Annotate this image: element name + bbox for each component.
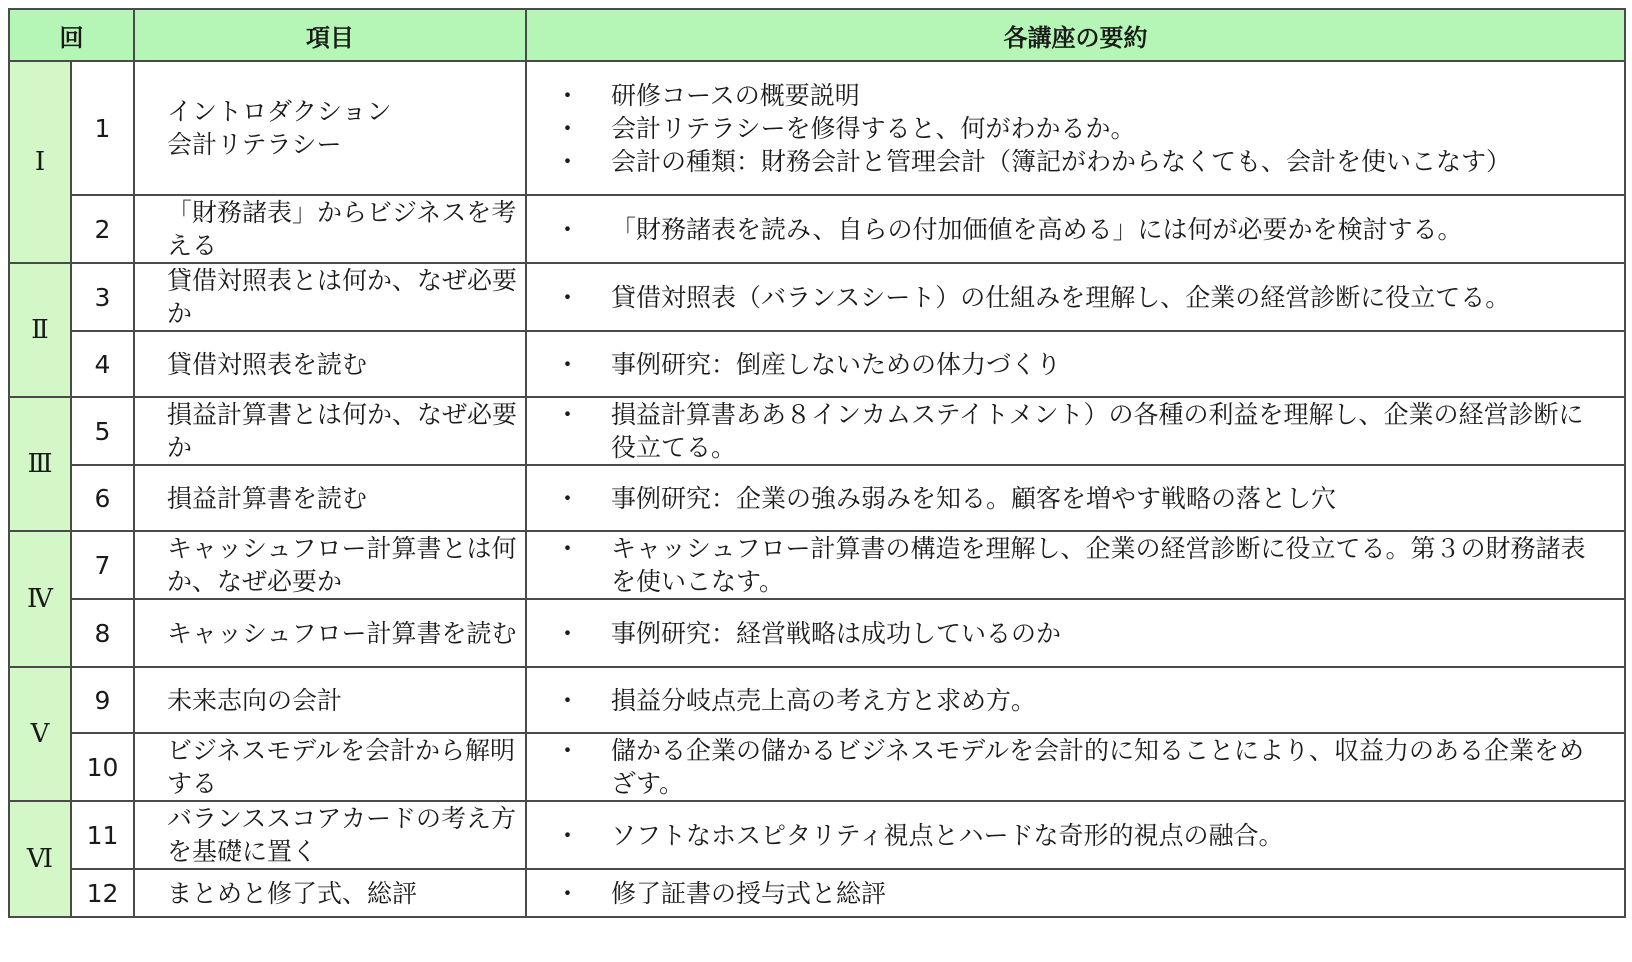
topic-cell xyxy=(134,599,526,667)
session-number-cell: 11 xyxy=(71,801,134,869)
summary-text: 損益計算書ああ８インカムステイトメント）の各種の利益を理解し、企業の経営診断に役立てる。 xyxy=(611,400,1584,462)
round-roman-cell: Ⅱ xyxy=(9,263,71,397)
table-row xyxy=(9,465,1625,531)
round-roman-cell: Ⅰ xyxy=(9,61,71,263)
topic-line: 貸借対照表を読む xyxy=(167,349,368,379)
bullet-icon: ・ xyxy=(555,349,581,379)
summary-cell xyxy=(526,599,1625,667)
topic-line: 「財務諸表」からビジネスを考える xyxy=(167,198,517,260)
summary-cell xyxy=(526,733,1625,801)
table-row xyxy=(9,801,1625,869)
summary-cell xyxy=(526,195,1625,263)
summary-text: 事例研究：倒産しないための体力づくり xyxy=(611,349,1062,379)
session-number-cell: 8 xyxy=(71,599,134,667)
bullet-icon: ・ xyxy=(555,878,581,908)
summary-text: ソフトなホスピタリティ視点とハードな奇形的視点の融合。 xyxy=(611,820,1284,850)
summary-cell xyxy=(526,869,1625,917)
summary-item xyxy=(555,281,1604,314)
topic-line: イントロダクション xyxy=(167,97,392,126)
summary-item xyxy=(555,348,1604,381)
topic-line: キャッシュフロー計算書とは何か、なぜ必要か xyxy=(167,534,517,596)
summary-item xyxy=(555,213,1604,246)
summary-cell xyxy=(526,61,1625,195)
bullet-icon: ・ xyxy=(555,146,581,176)
table-header-row xyxy=(9,9,1625,61)
topic-cell xyxy=(134,667,526,733)
topic-line: 貸借対照表とは何か、なぜ必要か xyxy=(167,266,518,328)
session-number-cell: 3 xyxy=(71,263,134,331)
summary-text: 会計リテラシーを修得すると、何がわかるか。 xyxy=(611,113,1136,143)
summary-item xyxy=(555,145,1604,178)
course-table xyxy=(8,8,1626,918)
round-roman-cell: Ⅵ xyxy=(9,801,71,917)
summary-text: 「財務諸表を読み、自らの付加価値を高める」には何が必要かを検討する。 xyxy=(611,214,1463,244)
topic-cell xyxy=(134,397,526,465)
table-row xyxy=(9,331,1625,397)
bullet-icon: ・ xyxy=(555,534,581,563)
summary-text: 儲かる企業の儲かるビジネスモデルを会計的に知ることにより、収益力のある企業をめざす。 xyxy=(611,736,1585,798)
bullet-icon: ・ xyxy=(555,80,581,110)
session-number-cell: 12 xyxy=(71,869,134,917)
topic-line: 会計リテラシー xyxy=(167,130,342,159)
topic-line: キャッシュフロー計算書を読む xyxy=(167,618,517,648)
bullet-icon: ・ xyxy=(555,214,581,244)
summary-item xyxy=(555,398,1604,464)
summary-item xyxy=(555,79,1604,112)
summary-item xyxy=(555,532,1604,598)
summary-text: キャッシュフロー計算書の構造を理解し、企業の経営診断に役立てる。第３の財務諸表を使いこなす。 xyxy=(611,534,1586,596)
session-number-cell: 5 xyxy=(71,397,134,465)
topic-line: ビジネスモデルを会計から解明する xyxy=(167,736,516,798)
summary-text: 会計の種類：財務会計と管理会計（簿記がわからなくても、会計を使いこなす） xyxy=(611,146,1512,176)
summary-item xyxy=(555,112,1604,145)
summary-text: 貸借対照表（バランスシート）の仕組みを理解し、企業の経営診断に役立てる。 xyxy=(611,282,1511,312)
topic-cell xyxy=(134,801,526,869)
topic-line: 損益計算書とは何か、なぜ必要か xyxy=(167,400,518,462)
summary-text: 研修コースの概要説明 xyxy=(611,80,860,110)
summary-text: 事例研究：企業の強み弱みを知る。顧客を増やす戦略の落とし穴 xyxy=(611,483,1337,513)
topic-cell xyxy=(134,869,526,917)
topic-line: 未来志向の会計 xyxy=(167,685,343,715)
summary-cell xyxy=(526,397,1625,465)
summary-text: 損益分岐点売上高の考え方と求め方。 xyxy=(611,685,1037,715)
topic-cell xyxy=(134,531,526,599)
session-number-cell: 4 xyxy=(71,331,134,397)
table-row xyxy=(9,195,1625,263)
summary-item xyxy=(555,482,1604,515)
bullet-icon: ・ xyxy=(555,483,581,513)
table-row xyxy=(9,397,1625,465)
bullet-icon: ・ xyxy=(555,685,581,715)
session-number-cell: 2 xyxy=(71,195,134,263)
topic-line: まとめと修了式、総評 xyxy=(167,878,418,908)
session-number-cell: 10 xyxy=(71,733,134,801)
summary-cell xyxy=(526,801,1625,869)
table-body xyxy=(9,61,1625,917)
topic-cell xyxy=(134,263,526,331)
summary-cell xyxy=(526,465,1625,531)
summary-cell xyxy=(526,667,1625,733)
table-row xyxy=(9,733,1625,801)
topic-cell xyxy=(134,195,526,263)
session-number-cell: 7 xyxy=(71,531,134,599)
round-roman-cell: Ⅲ xyxy=(9,397,71,531)
summary-item xyxy=(555,877,1604,910)
bullet-icon: ・ xyxy=(555,618,581,648)
bullet-icon: ・ xyxy=(555,113,581,143)
header-item: 項目 xyxy=(134,9,526,61)
table-row xyxy=(9,531,1625,599)
session-number-cell: 1 xyxy=(71,61,134,195)
summary-item xyxy=(555,734,1604,800)
summary-cell xyxy=(526,531,1625,599)
topic-line: バランススコアカードの考え方を基礎に置く xyxy=(167,804,517,866)
summary-item xyxy=(555,819,1604,852)
topic-cell xyxy=(134,465,526,531)
session-number-cell: 9 xyxy=(71,667,134,733)
table-row xyxy=(9,869,1625,917)
summary-text: 事例研究：経営戦略は成功しているのか xyxy=(611,618,1062,648)
bullet-icon: ・ xyxy=(555,820,581,850)
table-row xyxy=(9,667,1625,733)
summary-cell xyxy=(526,263,1625,331)
summary-item xyxy=(555,617,1604,650)
header-summary: 各講座の要約 xyxy=(526,9,1625,61)
bullet-icon: ・ xyxy=(555,736,581,765)
round-roman-cell: Ⅳ xyxy=(9,531,71,667)
header-round: 回 xyxy=(9,9,134,61)
topic-cell xyxy=(134,733,526,801)
table-row xyxy=(9,61,1625,195)
summary-cell xyxy=(526,331,1625,397)
topic-cell xyxy=(134,331,526,397)
round-roman-cell: Ⅴ xyxy=(9,667,71,801)
bullet-icon: ・ xyxy=(555,400,581,429)
summary-text: 修了証書の授与式と総評 xyxy=(611,878,887,908)
summary-item xyxy=(555,684,1604,717)
session-number-cell: 6 xyxy=(71,465,134,531)
bullet-icon: ・ xyxy=(555,282,581,312)
table-row xyxy=(9,263,1625,331)
topic-cell xyxy=(134,61,526,195)
table-row xyxy=(9,599,1625,667)
topic-line: 損益計算書を読む xyxy=(167,483,368,513)
